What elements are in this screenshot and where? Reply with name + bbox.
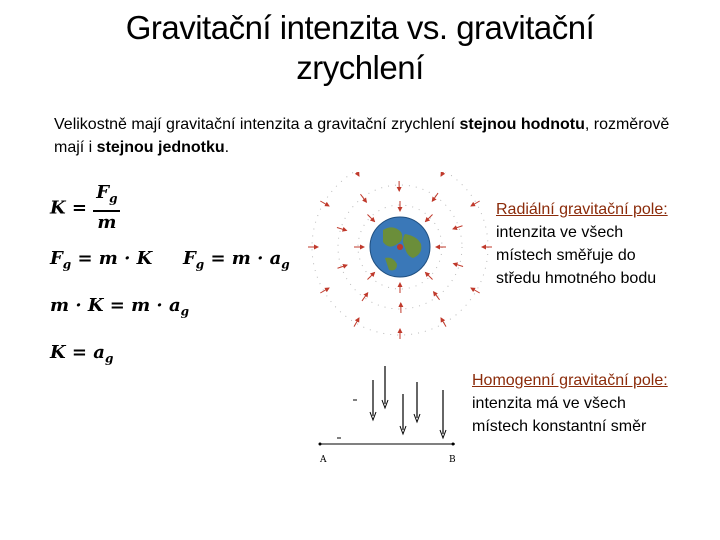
formula-k-ag [50,342,113,366]
formula-k-fraction [50,182,120,234]
intro-text-1: Velikostně mají gravitační intenzita a gravitační zrychlení [54,116,460,133]
radial-arrow [362,293,368,301]
radial-field-title: Radiální gravitační pole: [496,201,668,218]
radial-arrow [338,265,347,268]
radial-arrow [432,193,438,201]
slide-title [60,8,660,88]
radial-arrow [471,288,480,293]
radial-arrow [441,172,446,176]
radial-arrow [441,318,446,327]
radial-arrow [434,292,440,300]
radial-field-diagram [305,172,495,362]
formula-fg-sub: g [62,257,72,272]
radial-arrow [453,264,463,267]
radial-arrow [453,226,462,229]
formula-fg-symbol: F [50,248,63,269]
formula-fg2-symbol: F [183,248,196,269]
formula-fg-mag [183,248,290,272]
radial-arrow [367,272,374,279]
formula-fg-mk [50,248,152,272]
radial-arrow [337,227,347,230]
homogeneous-line-2: místech konstantní směr [472,418,647,435]
radial-line-1: intenzita ve všech [496,224,624,241]
formula-fg2-sub: g [195,257,205,272]
formula-mk-sub: g [180,304,190,319]
formula-mk-mag [50,295,189,319]
point-b-marker [452,443,455,446]
formula-fg-rhs: = m · K [71,248,153,269]
formula-kag-sub: g [104,351,114,366]
radial-arrow [320,288,329,293]
intro-text-3: . [224,139,230,156]
intro-paragraph [54,113,694,159]
fraction-denominator: m [97,211,117,233]
homogeneous-field-diagram [315,360,465,470]
point-b-label: B [449,455,456,465]
radial-field-label [496,198,668,290]
title-line-2: zrychlení [296,49,424,86]
radial-arrow [320,201,329,206]
center-mass-point [397,244,403,250]
radial-arrow [354,172,359,176]
fraction-numerator-sub: g [109,191,118,206]
formula-kag-text: K = a [50,342,105,363]
formula-fg2-rhs-sub: g [281,257,290,272]
radial-arrow [367,214,374,221]
point-a-label: A [320,455,327,465]
radial-line-3: středu hmotného bodu [496,270,657,287]
radial-line-2: místech směřuje do [496,247,636,264]
formula-fraction [93,182,120,234]
homogeneous-field-label [472,369,668,438]
homogeneous-field-title: Homogenní gravitační pole: [472,372,668,389]
title-line-1: Gravitační intenzita vs. gravitační [125,9,595,46]
intro-text-2: , rozměrově mají i [54,116,670,156]
point-a-marker [319,443,322,446]
radial-arrow [360,194,366,202]
fraction-numerator: F [96,182,110,203]
homogeneous-line-1: intenzita má ve všech [472,395,626,412]
formula-k-lhs: K = [50,197,87,219]
intro-bold-1: stejnou hodnotu [459,116,585,133]
radial-arrow [425,214,432,221]
formula-fg2-rhs: = m · a [204,248,282,269]
radial-arrow [425,272,432,279]
formula-mk-text: m · K = m · a [50,295,181,316]
intro-bold-2: stejnou jednotku [96,139,225,156]
radial-arrow [354,318,359,327]
